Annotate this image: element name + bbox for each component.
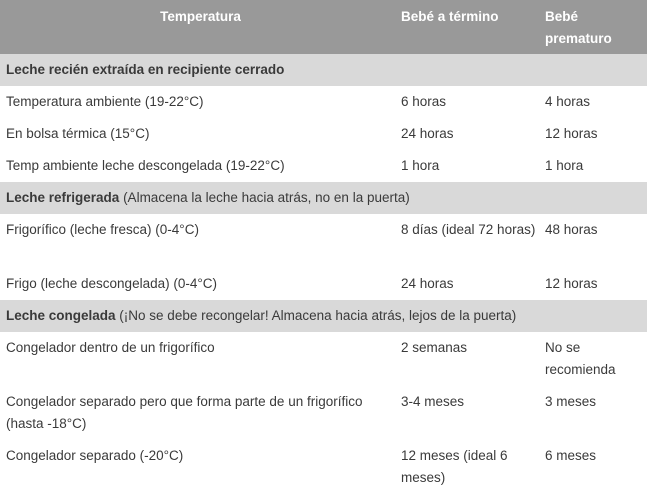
condition-cell: Temperatura ambiente (19-22°C) (6, 94, 204, 109)
section-note: (Almacena la leche hacia atrás, no en la puerta) (119, 190, 410, 205)
section-note: (¡No se debe recongelar! Almacena hacia atrás, lejos de la puerta) (115, 308, 517, 323)
condition-cell: Frigo (leche descongelada) (0-4°C) (6, 276, 217, 291)
premature-cell: 6 meses (545, 448, 597, 463)
section-title: Leche refrigerada (6, 190, 120, 205)
section-row-fresh (0, 54, 647, 86)
premature-cell: No se recomienda (545, 340, 616, 377)
table-row (0, 214, 647, 268)
condition-cell: Congelador separado pero que forma parte de un frigorífico (hasta -18°C) (6, 394, 363, 431)
table-row (0, 332, 647, 386)
table-row (0, 118, 647, 150)
section-title: Leche recién extraída en recipiente cerrado (6, 62, 285, 77)
condition-cell: Temp ambiente leche descongelada (19-22°C) (6, 158, 285, 173)
table-header-row (0, 0, 647, 54)
section-row-frozen (0, 300, 647, 332)
header-premature: Bebé prematuro (539, 0, 647, 54)
full-term-cell: 12 meses (ideal 6 meses) (401, 448, 508, 485)
table-row (0, 86, 647, 118)
table-row (0, 268, 647, 300)
section-row-refrigerated (0, 182, 647, 214)
condition-cell: En bolsa térmica (15°C) (6, 126, 150, 141)
section-title: Leche congelada (6, 308, 116, 323)
table-row (0, 440, 647, 494)
premature-cell: 4 horas (545, 94, 591, 109)
condition-cell: Congelador separado (-20°C) (6, 448, 184, 463)
full-term-cell: 24 horas (401, 276, 454, 291)
premature-cell: 48 horas (545, 222, 598, 237)
full-term-cell: 2 semanas (401, 340, 468, 355)
full-term-cell: 8 días (ideal 72 horas) (401, 222, 536, 237)
table-row (0, 150, 647, 182)
premature-cell: 1 hora (545, 158, 584, 173)
condition-cell: Frigorífico (leche fresca) (0-4°C) (6, 222, 199, 237)
premature-cell: 3 meses (545, 394, 597, 409)
premature-cell: 12 horas (545, 126, 598, 141)
premature-cell: 12 horas (545, 276, 598, 291)
header-temperature: Temperatura (0, 0, 395, 54)
full-term-cell: 3-4 meses (401, 394, 465, 409)
full-term-cell: 24 horas (401, 126, 454, 141)
full-term-cell: 1 hora (401, 158, 440, 173)
header-full-term: Bebé a término (395, 0, 539, 54)
table-row (0, 386, 647, 440)
condition-cell: Congelador dentro de un frigorífico (6, 340, 215, 355)
full-term-cell: 6 horas (401, 94, 447, 109)
